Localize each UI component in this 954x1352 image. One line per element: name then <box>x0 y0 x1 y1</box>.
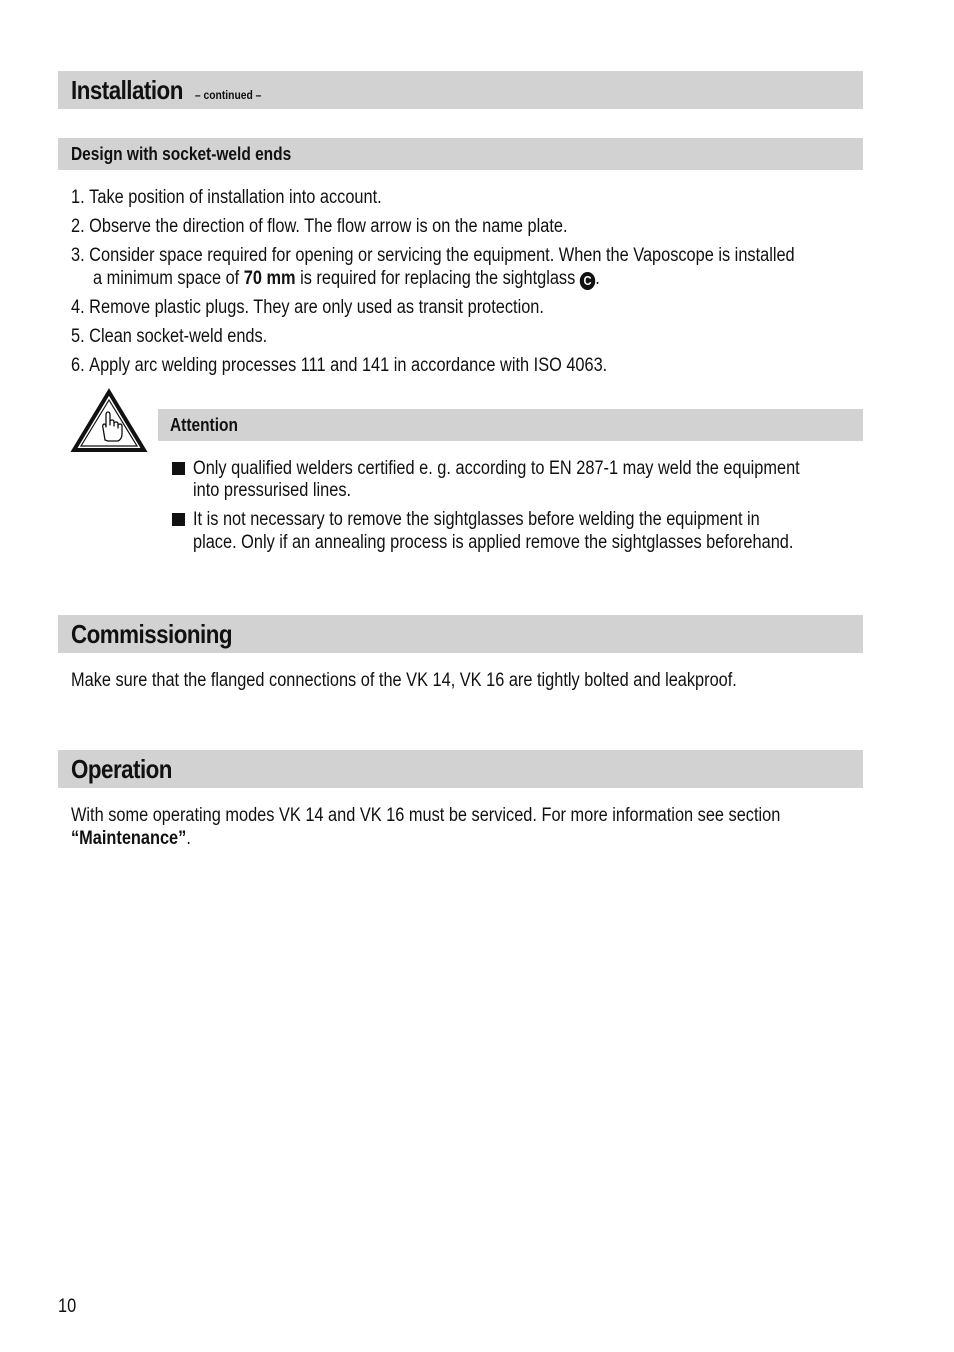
attention-bullet-line: into pressurised lines. <box>193 480 352 501</box>
operation-header-bar <box>58 750 863 788</box>
list-item: 1. Take position of installation into account. <box>71 187 382 208</box>
commissioning-text: Make sure that the flanged connections of the VK 14, VK 16 are tightly bolted and leakproof. <box>71 670 737 691</box>
list-item-continuation: a minimum space of 70 mm is required for replacing the sightglass C . <box>93 268 600 289</box>
list-item: 2. Observe the direction of flow. The flow arrow is on the name plate. <box>71 216 568 237</box>
installation-title: Installation – continued – <box>71 75 262 105</box>
attention-bullet-line: It is not necessary to remove the sightglasses before welding the equipment in <box>193 509 760 530</box>
attention-title: Attention <box>170 415 238 435</box>
operation-text-line: “Maintenance”. <box>71 828 191 849</box>
maintenance-reference: “Maintenance” <box>71 828 187 849</box>
attention-header-bar <box>158 409 863 441</box>
attention-bullet-line: Only qualified welders certified e. g. according to EN 287-1 may weld the equipment <box>193 458 800 479</box>
subsection-title: Design with socket-weld ends <box>71 144 292 164</box>
bullet-square-icon <box>172 513 185 526</box>
operation-text-line: With some operating modes VK 14 and VK 16 must be serviced. For more information see section <box>71 805 781 826</box>
list-item: 6. Apply arc welding processes 111 and 141 in accordance with ISO 4063. <box>71 355 608 376</box>
commissioning-title: Commissioning <box>71 619 233 649</box>
continued-label: – continued – <box>194 88 262 102</box>
operation-title: Operation <box>71 754 172 784</box>
sightglass-ref-c-icon: C <box>580 272 595 290</box>
list-item: 3. Consider space required for opening or servicing the equipment. When the Vaposcope is installed <box>71 245 795 266</box>
page-number: 10 <box>58 1296 77 1317</box>
attention-bullet-line: place. Only if an annealing process is applied remove the sightglasses beforehand. <box>193 532 794 553</box>
list-item: 5. Clean socket-weld ends. <box>71 326 268 347</box>
attention-hand-warning-icon <box>70 388 148 454</box>
list-item: 4. Remove plastic plugs. They are only used as transit protection. <box>71 297 544 318</box>
bullet-square-icon <box>172 462 185 475</box>
